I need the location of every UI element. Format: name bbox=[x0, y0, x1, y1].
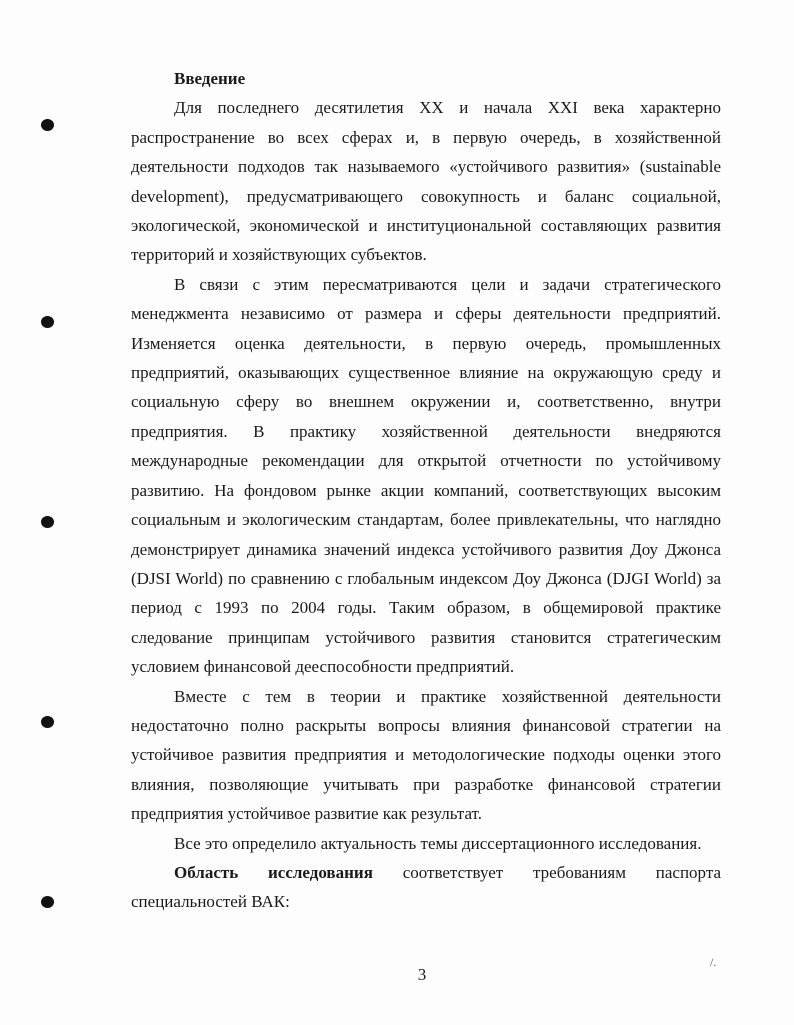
paragraph: Все это определило актуальность темы диссертационного исследования. bbox=[174, 833, 702, 853]
paragraph: Для последнего десятилетия XX и начала XXI века характерно распространение во всех сферах и, в первую очередь, в хозяйственной деятельности подходов так называемого «устойчивого развития» (sustainable development), предусматривающего совокупность и баланс социальной, экологической, экономической и институциональной составляющих развития территорий и хозяйствующих субъектов. bbox=[131, 98, 721, 265]
punch-hole-mark bbox=[41, 316, 54, 328]
punch-hole-mark bbox=[41, 119, 54, 131]
body-text bbox=[131, 64, 721, 917]
research-area-paragraph bbox=[131, 858, 721, 887]
research-area-continuation: специальностей ВАК: bbox=[131, 892, 290, 912]
section-heading: Введение bbox=[174, 69, 246, 88]
scan-mark: /. bbox=[710, 955, 717, 969]
punch-hole-mark bbox=[41, 516, 54, 528]
page-number: 3 bbox=[417, 965, 427, 984]
paragraph: В связи с этим пересматриваются цели и задачи стратегического менеджмента независимо от размера и сферы деятельности предприятий. Изменяется оценка деятельности, в первую очередь, промышленных предприятий, оказывающих существенное влияние на окружающую среду и социальную сферу во внешнем окружении и, соответственно, внутри предприятия. В практику хозяйственной деятельности внедряются международные рекомендации для открытой отчетности по устойчивому развитию. На фондовом рынке акции компаний, соответствующих высоким социальным и экологическим стандартам, более привлекательны, что наглядно демонстрирует динамика значений индекса устойчивого развития Доу Джонса (DJSI World) по сравнению с глобальным индексом Доу Джонса (DJGI World) за период с 1993 по 2004 годы. Таким образом, в общемировой практике следование принципам устойчивого развития становится стратегическим условием финансовой дееспособности предприятий. bbox=[131, 274, 721, 677]
research-area-label: Область исследования bbox=[174, 862, 373, 882]
paragraph: Вместе с тем в теории и практике хозяйственной деятельности недостаточно полно раскрыты вопросы влияния финансовой стратегии на устойчивое развития предприятия и методологические подходы оценки этого влияния, позволяющие учитывать при разработке финансовой стратегии предприятия устойчивое развитие как результат. bbox=[131, 686, 721, 824]
punch-hole-mark bbox=[41, 896, 54, 908]
research-area-text: соответствует требованиям паспорта bbox=[402, 862, 722, 882]
punch-hole-mark bbox=[41, 716, 54, 728]
